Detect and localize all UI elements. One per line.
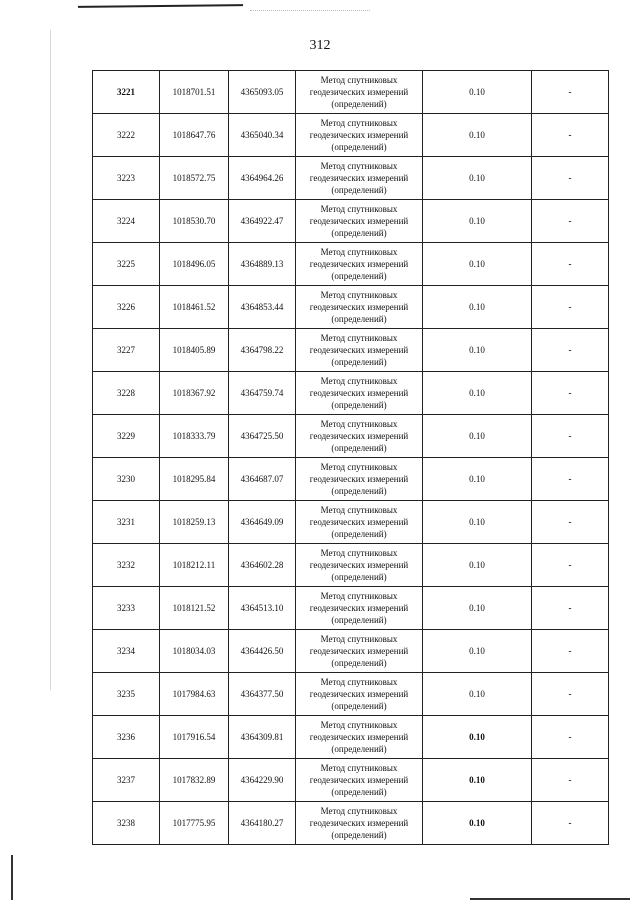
x-coordinate-cell: 1018121.52 [160,587,229,630]
method-cell [296,501,423,544]
method-line: Метод спутниковых [320,462,398,472]
scan-artifact-top-line [78,4,243,8]
x-coordinate-cell: 1018367.92 [160,372,229,415]
x-coordinate-cell: 1018530.70 [160,200,229,243]
note-cell: - [532,630,609,673]
method-cell [296,114,423,157]
method-line: (определений) [331,529,387,539]
method-line: Метод спутниковых [320,247,398,257]
accuracy-cell: 0.10 [423,501,532,544]
y-coordinate-cell: 4364964.26 [229,157,296,200]
x-coordinate-cell: 1018259.13 [160,501,229,544]
method-line: геодезических измерений [309,87,409,97]
point-number-cell: 3229 [93,415,160,458]
method-line: (определений) [331,142,387,152]
method-line: (определений) [331,185,387,195]
scan-artifact-specks [250,10,370,17]
x-coordinate-cell: 1017984.63 [160,673,229,716]
method-cell [296,630,423,673]
y-coordinate-cell: 4364798.22 [229,329,296,372]
point-number-cell: 3232 [93,544,160,587]
method-line: геодезических измерений [309,431,409,441]
y-coordinate-cell: 4365040.34 [229,114,296,157]
method-cell [296,372,423,415]
note-cell: - [532,157,609,200]
y-coordinate-cell: 4364602.28 [229,544,296,587]
method-line: Метод спутниковых [320,204,398,214]
point-number-cell: 3228 [93,372,160,415]
table-row [93,200,609,243]
note-cell: - [532,673,609,716]
method-line: геодезических измерений [309,388,409,398]
method-line: Метод спутниковых [320,806,398,816]
table-row [93,759,609,802]
note-cell: - [532,286,609,329]
method-line: геодезических измерений [309,732,409,742]
y-coordinate-cell: 4365093.05 [229,71,296,114]
x-coordinate-cell: 1017916.54 [160,716,229,759]
method-cell [296,415,423,458]
point-number-cell: 3238 [93,802,160,845]
method-line: (определений) [331,701,387,711]
method-line: геодезических измерений [309,173,409,183]
table-row [93,71,609,114]
note-cell: - [532,114,609,157]
accuracy-cell: 0.10 [423,415,532,458]
note-cell: - [532,71,609,114]
point-number-cell: 3227 [93,329,160,372]
x-coordinate-cell: 1018461.52 [160,286,229,329]
accuracy-cell: 0.10 [423,673,532,716]
method-cell [296,200,423,243]
note-cell: - [532,458,609,501]
note-cell: - [532,587,609,630]
accuracy-cell: 0.10 [423,372,532,415]
method-line: (определений) [331,830,387,840]
x-coordinate-cell: 1018572.75 [160,157,229,200]
note-cell: - [532,802,609,845]
accuracy-cell: 0.10 [423,458,532,501]
note-cell: - [532,243,609,286]
method-line: Метод спутниковых [320,763,398,773]
table-row [93,243,609,286]
method-line: геодезических измерений [309,560,409,570]
method-line: (определений) [331,486,387,496]
method-line: (определений) [331,99,387,109]
method-line: геодезических измерений [309,130,409,140]
point-number-cell: 3225 [93,243,160,286]
page-number: 312 [309,38,331,53]
method-line: Метод спутниковых [320,161,398,171]
point-number-cell: 3230 [93,458,160,501]
method-line: (определений) [331,658,387,668]
x-coordinate-cell: 1017775.95 [160,802,229,845]
method-cell [296,71,423,114]
method-line: геодезических измерений [309,517,409,527]
accuracy-cell: 0.10 [423,157,532,200]
accuracy-cell: 0.10 [423,716,532,759]
y-coordinate-cell: 4364377.50 [229,673,296,716]
x-coordinate-cell: 1018647.76 [160,114,229,157]
accuracy-cell: 0.10 [423,200,532,243]
method-line: (определений) [331,271,387,281]
point-number-cell: 3231 [93,501,160,544]
accuracy-cell: 0.10 [423,630,532,673]
table-row [93,114,609,157]
table-row [93,157,609,200]
table-row [93,544,609,587]
method-cell [296,329,423,372]
point-number-cell: 3221 [93,71,160,114]
scan-artifact-left-bar [11,855,13,900]
method-line: Метод спутниковых [320,505,398,515]
y-coordinate-cell: 4364309.81 [229,716,296,759]
method-line: (определений) [331,357,387,367]
table-row [93,587,609,630]
method-line: геодезических измерений [309,646,409,656]
method-line: Метод спутниковых [320,290,398,300]
y-coordinate-cell: 4364922.47 [229,200,296,243]
note-cell: - [532,759,609,802]
scan-artifact-bottom-line [470,898,630,900]
accuracy-cell: 0.10 [423,71,532,114]
note-cell: - [532,329,609,372]
method-cell [296,673,423,716]
accuracy-cell: 0.10 [423,114,532,157]
note-cell: - [532,200,609,243]
table-row [93,458,609,501]
table-row [93,802,609,845]
point-number-cell: 3226 [93,286,160,329]
note-cell: - [532,501,609,544]
method-line: геодезических измерений [309,474,409,484]
table-row [93,372,609,415]
method-line: (определений) [331,744,387,754]
method-cell [296,458,423,501]
y-coordinate-cell: 4364426.50 [229,630,296,673]
method-line: (определений) [331,572,387,582]
method-line: (определений) [331,400,387,410]
method-cell [296,802,423,845]
accuracy-cell: 0.10 [423,329,532,372]
method-line: геодезических измерений [309,818,409,828]
method-line: (определений) [331,228,387,238]
table-row [93,286,609,329]
note-cell: - [532,372,609,415]
table-row [93,716,609,759]
table-row [93,415,609,458]
x-coordinate-cell: 1018295.84 [160,458,229,501]
method-line: Метод спутниковых [320,591,398,601]
y-coordinate-cell: 4364513.10 [229,587,296,630]
method-line: Метод спутниковых [320,376,398,386]
point-number-cell: 3222 [93,114,160,157]
method-line: геодезических измерений [309,689,409,699]
point-number-cell: 3223 [93,157,160,200]
method-line: (определений) [331,615,387,625]
point-number-cell: 3224 [93,200,160,243]
method-line: геодезических измерений [309,345,409,355]
accuracy-cell: 0.10 [423,759,532,802]
x-coordinate-cell: 1017832.89 [160,759,229,802]
method-line: геодезических измерений [309,603,409,613]
table-row [93,630,609,673]
x-coordinate-cell: 1018405.89 [160,329,229,372]
y-coordinate-cell: 4364180.27 [229,802,296,845]
method-line: (определений) [331,787,387,797]
note-cell: - [532,415,609,458]
point-number-cell: 3234 [93,630,160,673]
method-cell [296,587,423,630]
method-cell [296,759,423,802]
method-line: Метод спутниковых [320,677,398,687]
table-row [93,673,609,716]
x-coordinate-cell: 1018034.03 [160,630,229,673]
method-cell [296,544,423,587]
y-coordinate-cell: 4364725.50 [229,415,296,458]
method-line: Метод спутниковых [320,634,398,644]
method-line: Метод спутниковых [320,548,398,558]
table-row [93,329,609,372]
note-cell: - [532,544,609,587]
accuracy-cell: 0.10 [423,587,532,630]
method-line: (определений) [331,314,387,324]
accuracy-cell: 0.10 [423,802,532,845]
point-number-cell: 3236 [93,716,160,759]
y-coordinate-cell: 4364853.44 [229,286,296,329]
coordinates-table-body [93,71,609,845]
method-line: Метод спутниковых [320,75,398,85]
x-coordinate-cell: 1018212.11 [160,544,229,587]
method-cell [296,716,423,759]
method-line: Метод спутниковых [320,333,398,343]
accuracy-cell: 0.10 [423,243,532,286]
method-line: геодезических измерений [309,259,409,269]
method-cell [296,157,423,200]
accuracy-cell: 0.10 [423,544,532,587]
y-coordinate-cell: 4364889.13 [229,243,296,286]
y-coordinate-cell: 4364687.07 [229,458,296,501]
x-coordinate-cell: 1018496.05 [160,243,229,286]
note-cell: - [532,716,609,759]
method-line: геодезических измерений [309,302,409,312]
point-number-cell: 3233 [93,587,160,630]
method-line: (определений) [331,443,387,453]
method-line: Метод спутниковых [320,419,398,429]
x-coordinate-cell: 1018333.79 [160,415,229,458]
method-line: геодезических измерений [309,216,409,226]
method-cell [296,286,423,329]
table-row [93,501,609,544]
y-coordinate-cell: 4364229.90 [229,759,296,802]
y-coordinate-cell: 4364759.74 [229,372,296,415]
x-coordinate-cell: 1018701.51 [160,71,229,114]
point-number-cell: 3237 [93,759,160,802]
coordinates-table [92,70,609,845]
accuracy-cell: 0.10 [423,286,532,329]
point-number-cell: 3235 [93,673,160,716]
method-cell [296,243,423,286]
method-line: Метод спутниковых [320,720,398,730]
y-coordinate-cell: 4364649.09 [229,501,296,544]
method-line: Метод спутниковых [320,118,398,128]
scan-artifact-margin-line [50,30,51,690]
method-line: геодезических измерений [309,775,409,785]
